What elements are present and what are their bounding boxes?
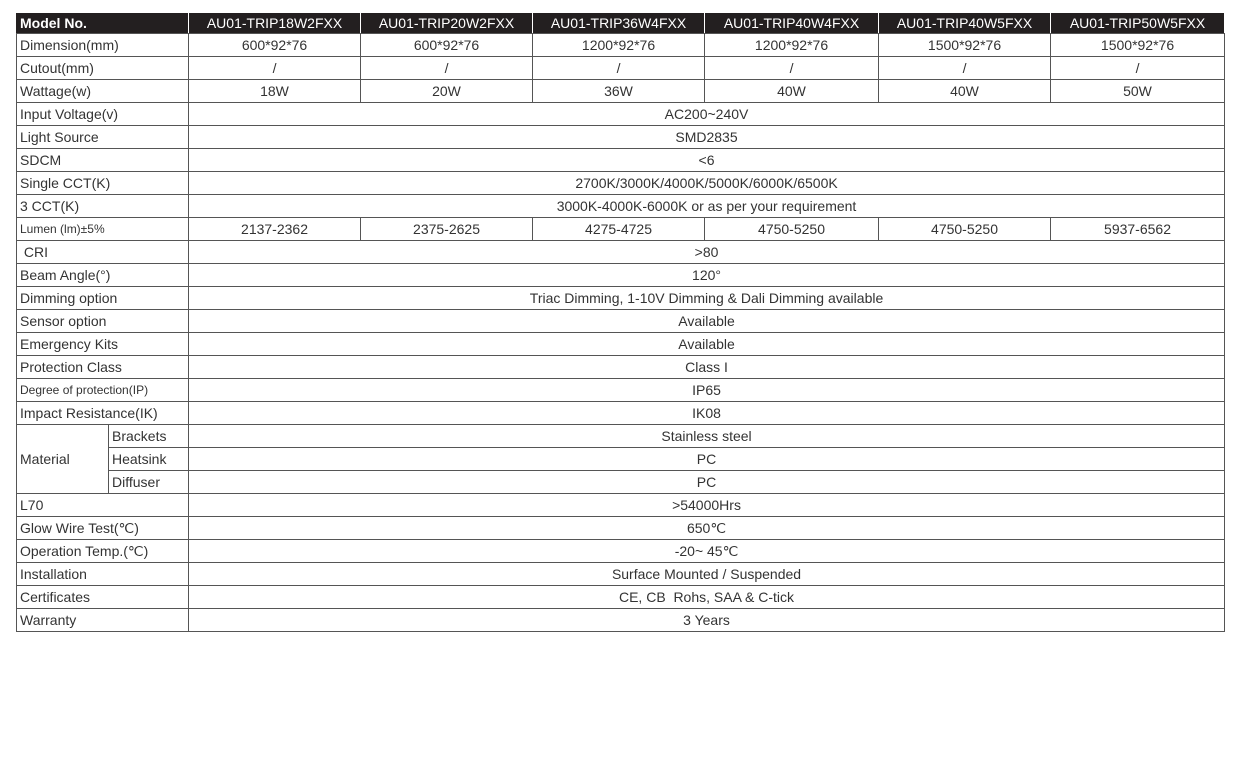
cell-value: / [879,57,1051,80]
cell-value: <6 [189,149,1225,172]
table-row [17,494,1225,517]
table-row [17,517,1225,540]
table-row [17,448,1225,471]
table-row [17,218,1225,241]
table-row [17,264,1225,287]
material-part-label: Brackets [109,425,189,448]
cell-value: Stainless steel [189,425,1225,448]
cell-value: 120° [189,264,1225,287]
row-label: Degree of protection(IP) [17,379,189,402]
cell-value: IK08 [189,402,1225,425]
table-row [17,126,1225,149]
table-row [17,425,1225,448]
row-label: Cutout(mm) [17,57,189,80]
cell-value: 600*92*76 [361,34,533,57]
cell-value: 18W [189,80,361,103]
cell-value: 20W [361,80,533,103]
cell-value: PC [189,448,1225,471]
cell-value: Surface Mounted / Suspended [189,563,1225,586]
row-label: Single CCT(K) [17,172,189,195]
table-row [17,310,1225,333]
table-row [17,356,1225,379]
table-row [17,57,1225,80]
cell-value: 1500*92*76 [879,34,1051,57]
table-row [17,563,1225,586]
cell-value: 50W [1051,80,1225,103]
cell-value: 1500*92*76 [1051,34,1225,57]
table-row [17,333,1225,356]
header-row [17,13,1225,34]
model-header: AU01-TRIP20W2FXX [361,13,533,34]
row-label: CRI [17,241,189,264]
cell-value: 36W [533,80,705,103]
row-label: Emergency Kits [17,333,189,356]
model-header: AU01-TRIP40W5FXX [879,13,1051,34]
row-label: Impact Resistance(IK) [17,402,189,425]
table-row [17,34,1225,57]
cell-value: 4750-5250 [879,218,1051,241]
table-row [17,609,1225,632]
cell-value: 2375-2625 [361,218,533,241]
cell-value: 1200*92*76 [705,34,879,57]
row-label: Installation [17,563,189,586]
cell-value: / [361,57,533,80]
row-label: Certificates [17,586,189,609]
cell-value: -20~ 45℃ [189,540,1225,563]
row-label: Dimension(mm) [17,34,189,57]
row-label: Sensor option [17,310,189,333]
cell-value: Available [189,333,1225,356]
cell-value: 3000K-4000K-6000K or as per your requirement [189,195,1225,218]
table-row [17,379,1225,402]
row-label: Warranty [17,609,189,632]
cell-value: >54000Hrs [189,494,1225,517]
row-label: SDCM [17,149,189,172]
row-label: Lumen (lm)±5% [17,218,189,241]
cell-value: AC200~240V [189,103,1225,126]
cell-value: PC [189,471,1225,494]
row-label: Beam Angle(°) [17,264,189,287]
row-label: Glow Wire Test(℃) [17,517,189,540]
table-row [17,540,1225,563]
row-label: L70 [17,494,189,517]
cell-value: / [705,57,879,80]
model-header: AU01-TRIP40W4FXX [705,13,879,34]
table-row [17,80,1225,103]
cell-value: 2700K/3000K/4000K/5000K/6000K/6500K [189,172,1225,195]
row-label: 3 CCT(K) [17,195,189,218]
cell-value: 5937-6562 [1051,218,1225,241]
cell-value: 650℃ [189,517,1225,540]
cell-value: / [189,57,361,80]
row-label: Dimming option [17,287,189,310]
table-row [17,195,1225,218]
model-header: AU01-TRIP18W2FXX [189,13,361,34]
row-label: Input Voltage(v) [17,103,189,126]
cell-value: Triac Dimming, 1-10V Dimming & Dali Dimming available [189,287,1225,310]
row-label: Wattage(w) [17,80,189,103]
model-header: AU01-TRIP36W4FXX [533,13,705,34]
material-part-label: Diffuser [109,471,189,494]
material-label: Material [17,425,109,494]
table-row [17,149,1225,172]
table-row [17,471,1225,494]
cell-value: 40W [705,80,879,103]
cell-value: CE, CB Rohs, SAA & C-tick [189,586,1225,609]
cell-value: IP65 [189,379,1225,402]
table-row [17,103,1225,126]
cell-value: 4750-5250 [705,218,879,241]
cell-value: / [533,57,705,80]
cell-value: 4275-4725 [533,218,705,241]
spec-table [16,12,1225,632]
cell-value: 2137-2362 [189,218,361,241]
cell-value: 600*92*76 [189,34,361,57]
row-label: Protection Class [17,356,189,379]
cell-value: 3 Years [189,609,1225,632]
table-row [17,402,1225,425]
model-header: AU01-TRIP50W5FXX [1051,13,1225,34]
cell-value: 1200*92*76 [533,34,705,57]
cell-value: SMD2835 [189,126,1225,149]
table-row [17,241,1225,264]
cell-value: Class I [189,356,1225,379]
cell-value: Available [189,310,1225,333]
cell-value: >80 [189,241,1225,264]
table-row [17,172,1225,195]
row-label: Light Source [17,126,189,149]
model-no-header: Model No. [17,13,189,34]
table-row [17,586,1225,609]
cell-value: 40W [879,80,1051,103]
table-row [17,287,1225,310]
cell-value: / [1051,57,1225,80]
row-label: Operation Temp.(℃) [17,540,189,563]
material-part-label: Heatsink [109,448,189,471]
